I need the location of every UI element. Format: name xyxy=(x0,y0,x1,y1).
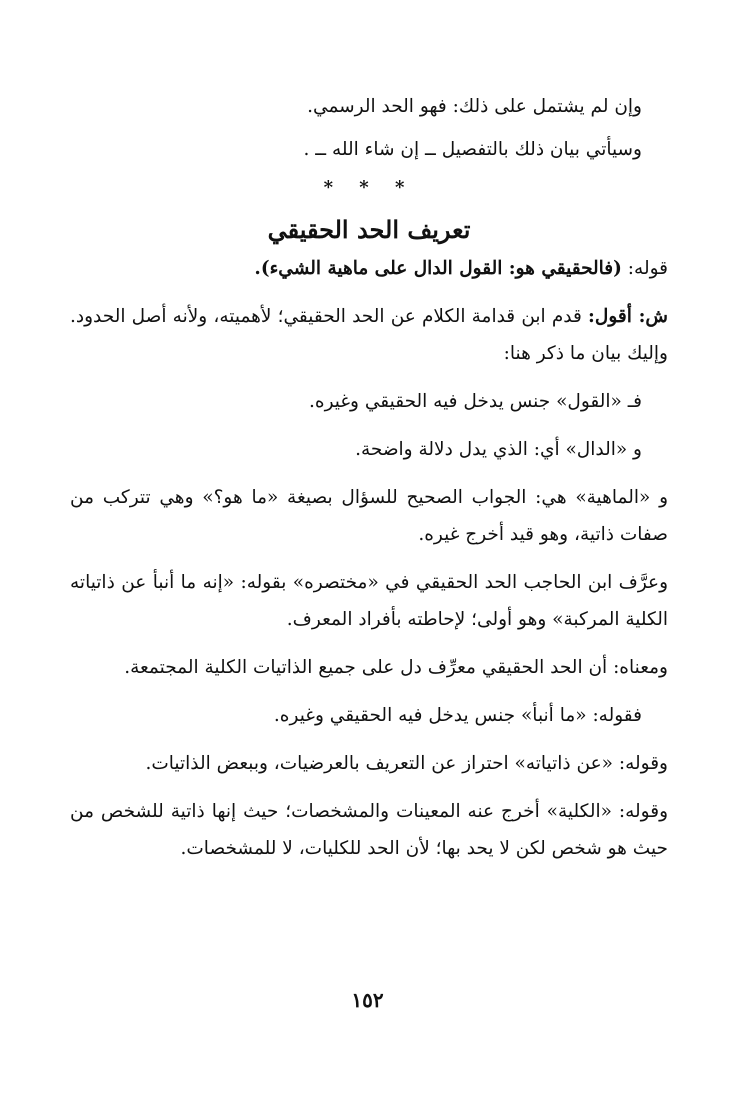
page-body xyxy=(70,88,668,878)
paragraph-8: وقوله: «عن ذاتياته» احتراز عن التعريف بالعرضيات، وببعض الذاتيات. xyxy=(145,753,668,774)
quote-text: (فالحقيقي هو: القول الدال على ماهية الشيء). xyxy=(254,258,622,279)
quote-label: قوله: xyxy=(627,258,668,279)
page-number: ١٥٢ xyxy=(351,988,384,1012)
paragraph-7: فقوله: «ما أنبأ» جنس يدخل فيه الحقيقي وغيره. xyxy=(273,705,642,726)
paragraph-9: وقوله: «الكلية» أخرج عنه المعينات والمشخصات؛ حيث إنها ذاتية للشخص من حيث هو شخص لكن لا يحد بها؛ لأن الحد للكليات، لا للمشخصات. xyxy=(70,801,668,859)
paragraph-2: فـ «القول» جنس يدخل فيه الحقيقي وغيره. xyxy=(309,391,642,412)
paragraph-1-label: ش: أقول: xyxy=(588,306,668,327)
intro-line-1: وإن لم يشتمل على ذلك: فهو الحد الرسمي. xyxy=(307,96,642,117)
paragraph-5: وعرَّف ابن الحاجب الحد الحقيقي في «مختصره» بقوله: «إنه ما أنبأ عن ذاتياته الكلية المركبة» وهو أولى؛ لإحاطته بأفراد المعرف. xyxy=(70,572,668,630)
paragraph-3: و «الدال» أي: الذي يدل دلالة واضحة. xyxy=(355,439,642,460)
section-heading: تعريف الحد الحقيقي xyxy=(267,215,471,244)
paragraph-6: ومعناه: أن الحد الحقيقي معرِّف دل على جميع الذاتيات الكلية المجتمعة. xyxy=(124,657,668,678)
paragraph-1 xyxy=(70,298,668,372)
section-separator: * * * xyxy=(323,177,415,198)
quote-line xyxy=(70,250,668,287)
intro-line-2: وسيأتي بيان ذلك بالتفصيل ــ إن شاء الله ــ . xyxy=(303,139,642,160)
paragraph-1-text: قدم ابن قدامة الكلام عن الحد الحقيقي؛ لأهميته، ولأنه أصل الحدود. وإليك بيان ما ذكر هنا: xyxy=(70,306,668,364)
paragraph-4: و «الماهية» هي: الجواب الصحيح للسؤال بصيغة «ما هو؟» وهي تتركب من صفات ذاتية، وهو قيد أخرج غيره. xyxy=(70,487,668,545)
